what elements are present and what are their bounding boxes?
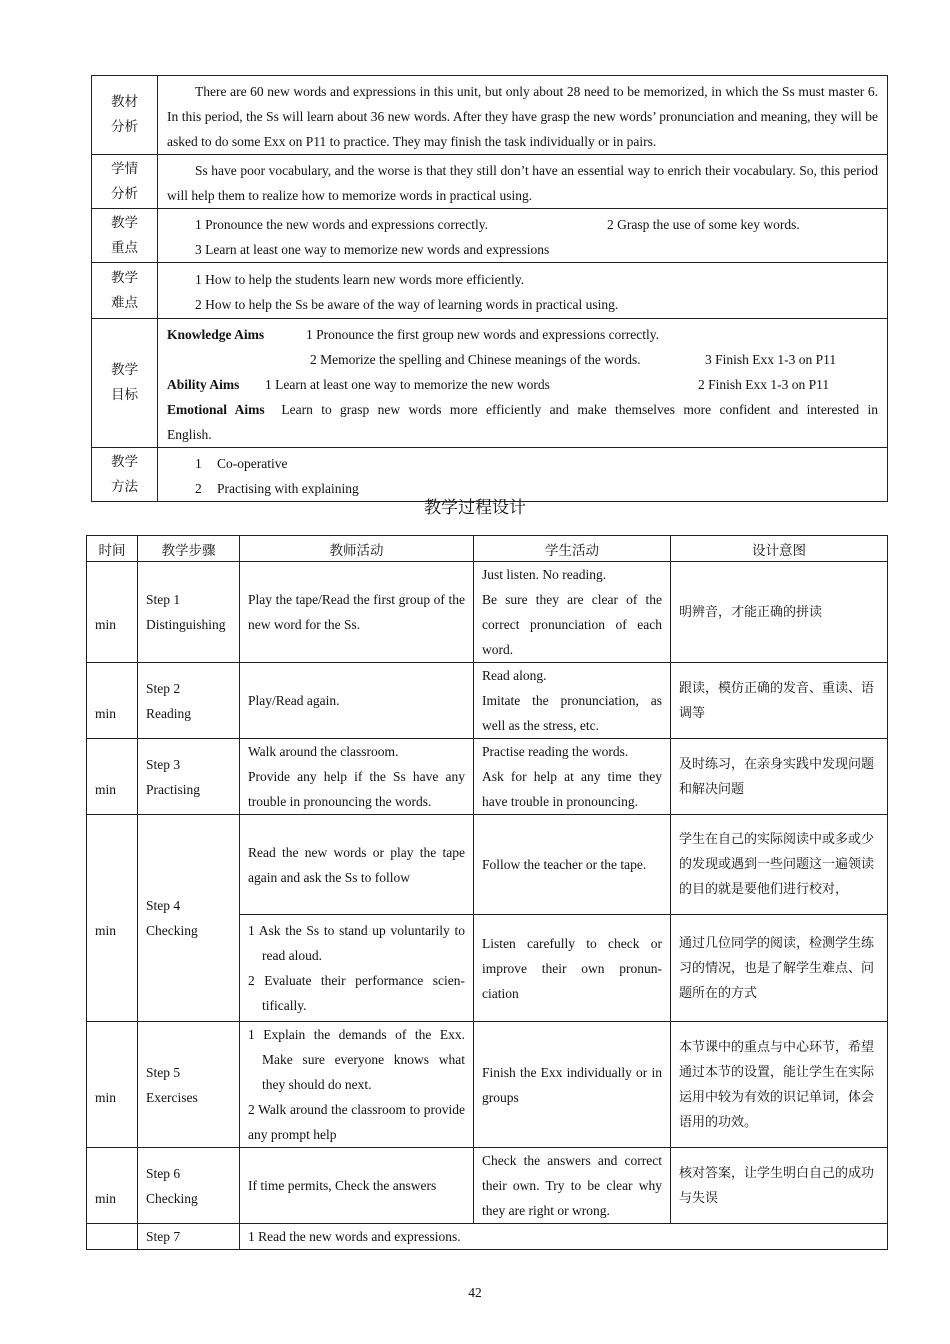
key-point-item: 3 Learn at least one way to memorize new words and expressions	[195, 242, 550, 257]
row-label: 目标	[111, 387, 138, 403]
step-name: Checking	[146, 923, 198, 938]
table-row	[87, 1148, 888, 1224]
info-table	[91, 75, 888, 502]
row-label: 分析	[111, 119, 138, 135]
ability-aim-item: 1 Learn at least one way to memorize the new words	[265, 377, 550, 392]
design-intent: 跟读，模仿正确的发音、重读、语调等	[671, 663, 888, 739]
info-row-material	[92, 76, 888, 155]
row-label: 分析	[111, 185, 138, 202]
row-label: 教学	[111, 214, 138, 231]
step-number: Step 1	[146, 592, 181, 607]
step-number: Step 4	[146, 898, 181, 913]
key-point-item: 2 Grasp the use of some key words.	[607, 217, 800, 232]
knowledge-aim-item: 2 Memorize the spelling and Chinese meanings of the words.	[310, 352, 641, 367]
page-number: 42	[468, 1285, 482, 1300]
info-row-key-points	[92, 209, 888, 263]
row-label: 教学	[111, 453, 138, 470]
info-row-students	[92, 155, 888, 209]
method-item: Practising with explaining	[217, 481, 359, 496]
section-title: 教学过程设计	[424, 498, 526, 518]
row-label: 重点	[111, 239, 138, 256]
emotional-aims-label: Emotional Aims	[167, 402, 265, 417]
step-name: Practising	[146, 781, 200, 797]
teacher-activity: Play/Read again.	[240, 663, 474, 739]
student-activity: Read along. Imitate the pronunciation, as well as the stress, etc.	[474, 663, 671, 739]
step-number: Step 2	[146, 680, 181, 696]
method-number: 2	[195, 481, 202, 496]
table-row	[87, 562, 888, 663]
row-label: 学情	[111, 160, 138, 177]
method-number: 1	[195, 456, 202, 471]
teacher-activity-item: 2 Walk around the classroom to provide any prompt help	[248, 1102, 465, 1142]
time-cell: min	[95, 617, 117, 632]
row-label: 教学	[111, 269, 138, 286]
table-row	[87, 1022, 888, 1148]
student-activity: Finish the Exx individually or in groups	[474, 1022, 671, 1148]
time-cell: min	[95, 781, 117, 797]
teacher-activity-item: 2 Evaluate their performance scien-tifically.	[248, 973, 465, 1013]
student-activity: Practise reading the words. Ask for help at any time they have trouble in pronouncing.	[474, 739, 671, 815]
header-step: 教学步骤	[138, 536, 240, 562]
emotional-aim-text: Learn to grasp new words more efficiently and make themselves more confident and interested in English.	[167, 402, 879, 442]
design-intent: 学生在自己的实际阅读中或多或少的发现或遇到一些问题这一遍领读的目的就是要他们进行校对，	[671, 815, 888, 915]
teacher-activity: Walk around the classroom. Provide any help if the Ss have any trouble in pronouncing the words.	[240, 739, 474, 815]
teacher-activity-item: 1 Explain the demands of the Exx. Make sure everyone knows what they should do next.	[248, 1027, 465, 1092]
time-cell: min	[95, 1089, 117, 1105]
difficulty-item: 1 How to help the students learn new words more efficiently.	[195, 272, 525, 287]
student-activity: Check the answers and correct their own. Try to be clear why they are right or wrong.	[474, 1148, 671, 1224]
table-row	[87, 815, 888, 915]
step-name: Exercises	[146, 1089, 198, 1105]
time-cell	[87, 1224, 138, 1250]
student-analysis-text: Ss have poor vocabulary, and the worse is that they still don’t have an essential way to enrich their vocabulary. So, this period will help them to realize how to memorize words in practical using.	[158, 155, 888, 209]
knowledge-aim-item: 1 Pronounce the first group new words and expressions correctly.	[306, 327, 660, 342]
step-number: Step 6	[146, 1165, 181, 1181]
table-row	[87, 1224, 888, 1250]
design-intent: 明辨音，才能正确的拼读	[671, 562, 888, 663]
design-intent: 通过几位同学的阅读，检测学生练习的情况，也是了解学生难点、问题所在的方式	[671, 915, 888, 1022]
table-header-row	[87, 536, 888, 562]
process-table	[86, 535, 888, 1250]
key-point-item: 1 Pronounce the new words and expressions correctly.	[195, 217, 489, 232]
method-item: Co-operative	[217, 456, 288, 471]
ability-aim-item: 2 Finish Exx 1-3 on P11	[698, 377, 830, 392]
teacher-activity-item: 1 Ask the Ss to stand up voluntarily to read aloud.	[248, 923, 465, 963]
teacher-activity: Play the tape/Read the first group of the new word for the Ss.	[240, 562, 474, 663]
header-intent: 设计意图	[671, 536, 888, 562]
row-label: 教学	[111, 362, 138, 378]
info-row-difficulties	[92, 263, 888, 319]
design-intent: 核对答案，让学生明白自己的成功与失误	[671, 1148, 888, 1224]
table-row	[87, 739, 888, 815]
difficulty-item: 2 How to help the Ss be aware of the way of learning words in practical using.	[195, 297, 619, 312]
step-number: Step 5	[146, 1064, 181, 1080]
step-name: Checking	[146, 1190, 198, 1206]
design-intent: 本节课中的重点与中心环节，希望通过本节的设置，能让学生在实际运用中较为有效的识记单词，体会语用的功效。	[671, 1022, 888, 1148]
header-teacher: 教师活动	[240, 536, 474, 562]
header-time: 时间	[87, 536, 138, 562]
step-number: Step 7	[138, 1224, 240, 1250]
time-cell: min	[95, 705, 117, 721]
info-row-aims	[92, 319, 888, 448]
knowledge-aims-label: Knowledge Aims	[167, 327, 265, 342]
material-analysis-text: There are 60 new words and expressions in this unit, but only about 28 need to be memorized, in which the Ss must master 6. In this period, the Ss will learn about 36 new words. After they have grasp the new words’ pronunciation and meaning, they will be asked to do some Exx on P11 to practice. They may finish the task individually or in pairs.	[158, 76, 888, 155]
student-activity: Follow the teacher or the tape.	[474, 815, 671, 915]
teacher-activity: Read the new words or play the tape again and ask the Ss to follow	[240, 815, 474, 915]
time-cell: min	[95, 1190, 117, 1206]
knowledge-aim-item: 3 Finish Exx 1-3 on P11	[705, 352, 837, 367]
student-activity: Just listen. No reading. Be sure they are clear of the correct pronunciation of each word.	[474, 562, 671, 663]
header-student: 学生活动	[474, 536, 671, 562]
time-cell: min	[95, 923, 117, 938]
step-number: Step 3	[146, 756, 181, 772]
step-name: Distinguishing	[146, 617, 226, 632]
step-name: Reading	[146, 705, 191, 721]
teacher-activity: 1 Read the new words and expressions.	[240, 1224, 888, 1250]
design-intent: 及时练习，在亲身实践中发现问题和解决问题	[671, 739, 888, 815]
row-label: 难点	[111, 294, 138, 311]
ability-aims-label: Ability Aims	[167, 377, 240, 392]
row-label: 方法	[111, 478, 138, 495]
teacher-activity: If time permits, Check the answers	[240, 1148, 474, 1224]
student-activity: Listen carefully to check or improve their own pronun-ciation	[474, 915, 671, 1022]
table-row	[87, 663, 888, 739]
row-label: 教材	[111, 94, 138, 110]
